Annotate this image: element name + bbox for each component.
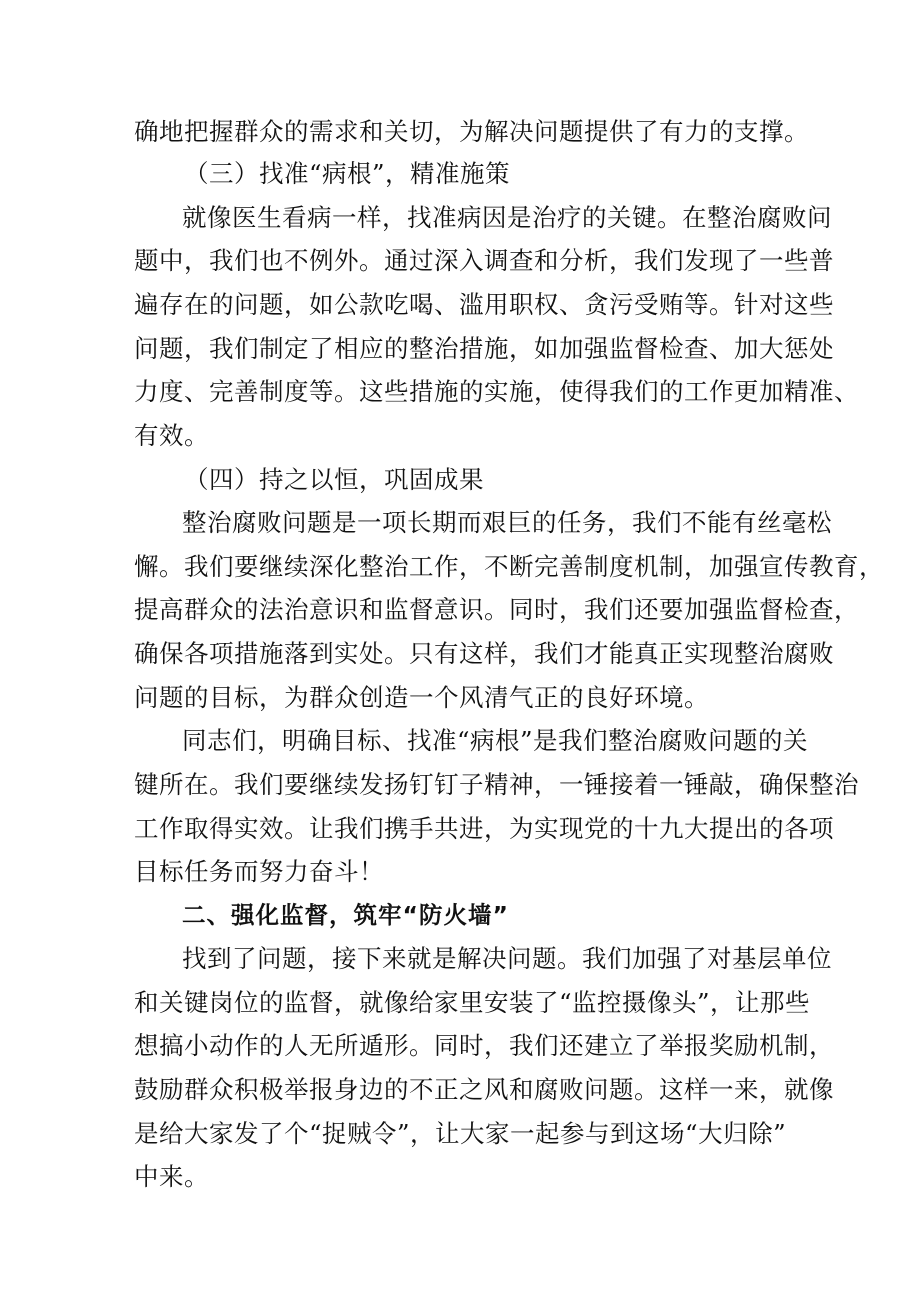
paragraph-line: 确地把握群众的需求和关切，为解决问题提供了有力的支撑。 xyxy=(134,117,809,146)
paragraph-line: 找到了问题，接下来就是解决问题。我们加强了对基层单位 xyxy=(182,944,832,973)
paragraph-line: 整治腐败问题是一项长期而艰巨的任务，我们不能有丝毫松 xyxy=(182,508,832,537)
paragraph-line: 中来。 xyxy=(134,1162,209,1191)
paragraph-line: 问题的目标，为群众创造一个风清气正的良好环境。 xyxy=(134,683,709,712)
paragraph-line: 就像医生看病一样，找准病因是治疗的关键。在整治腐败问 xyxy=(182,203,832,232)
section-heading: 二、强化监督，筑牢“防火墙” xyxy=(182,901,509,929)
section-subheading: （三）找准“病根”，精准施策 xyxy=(184,159,511,188)
paragraph-line: 是给大家发了个“捉贼令”，让大家一起参与到这场“大归除” xyxy=(134,1119,787,1148)
paragraph-line: 提高群众的法治意识和监督意识。同时，我们还要加强监督检查， xyxy=(134,595,859,624)
paragraph-line: 和关键岗位的监督，就像给家里安装了“监控摄像头”，让那些 xyxy=(134,988,811,1017)
paragraph-line: 键所在。我们要继续发扬钉钉子精神，一锤接着一锤敲，确保整治 xyxy=(134,770,859,799)
paragraph-line: 工作取得实效。让我们携手共进，为实现党的十九大提出的各项 xyxy=(134,814,834,843)
paragraph-line: 题中，我们也不例外。通过深入调查和分析，我们发现了一些普 xyxy=(134,246,834,275)
paragraph-line: 懈。我们要继续深化整治工作，不断完善制度机制，加强宣传教育， xyxy=(134,552,884,581)
paragraph-line: 同志们，明确目标、找准“病根”是我们整治腐败问题的关 xyxy=(182,726,809,755)
section-subheading: （四）持之以恒，巩固成果 xyxy=(184,465,484,494)
paragraph-line: 目标任务而努力奋斗！ xyxy=(134,857,384,886)
paragraph-line: 鼓励群众积极举报身边的不正之风和腐败问题。这样一来，就像 xyxy=(134,1075,834,1104)
paragraph-line: 力度、完善制度等。这些措施的实施，使得我们的工作更加精准、 xyxy=(134,377,859,406)
paragraph-line: 有效。 xyxy=(134,421,209,450)
paragraph-line: 想搞小动作的人无所遁形。同时，我们还建立了举报奖励机制， xyxy=(134,1031,834,1060)
paragraph-line: 确保各项措施落到实处。只有这样，我们才能真正实现整治腐败 xyxy=(134,639,834,668)
paragraph-line: 问题，我们制定了相应的整治措施，如加强监督检查、加大惩处 xyxy=(134,334,834,363)
paragraph-line: 遍存在的问题，如公款吃喝、滥用职权、贪污受贿等。针对这些 xyxy=(134,290,834,319)
